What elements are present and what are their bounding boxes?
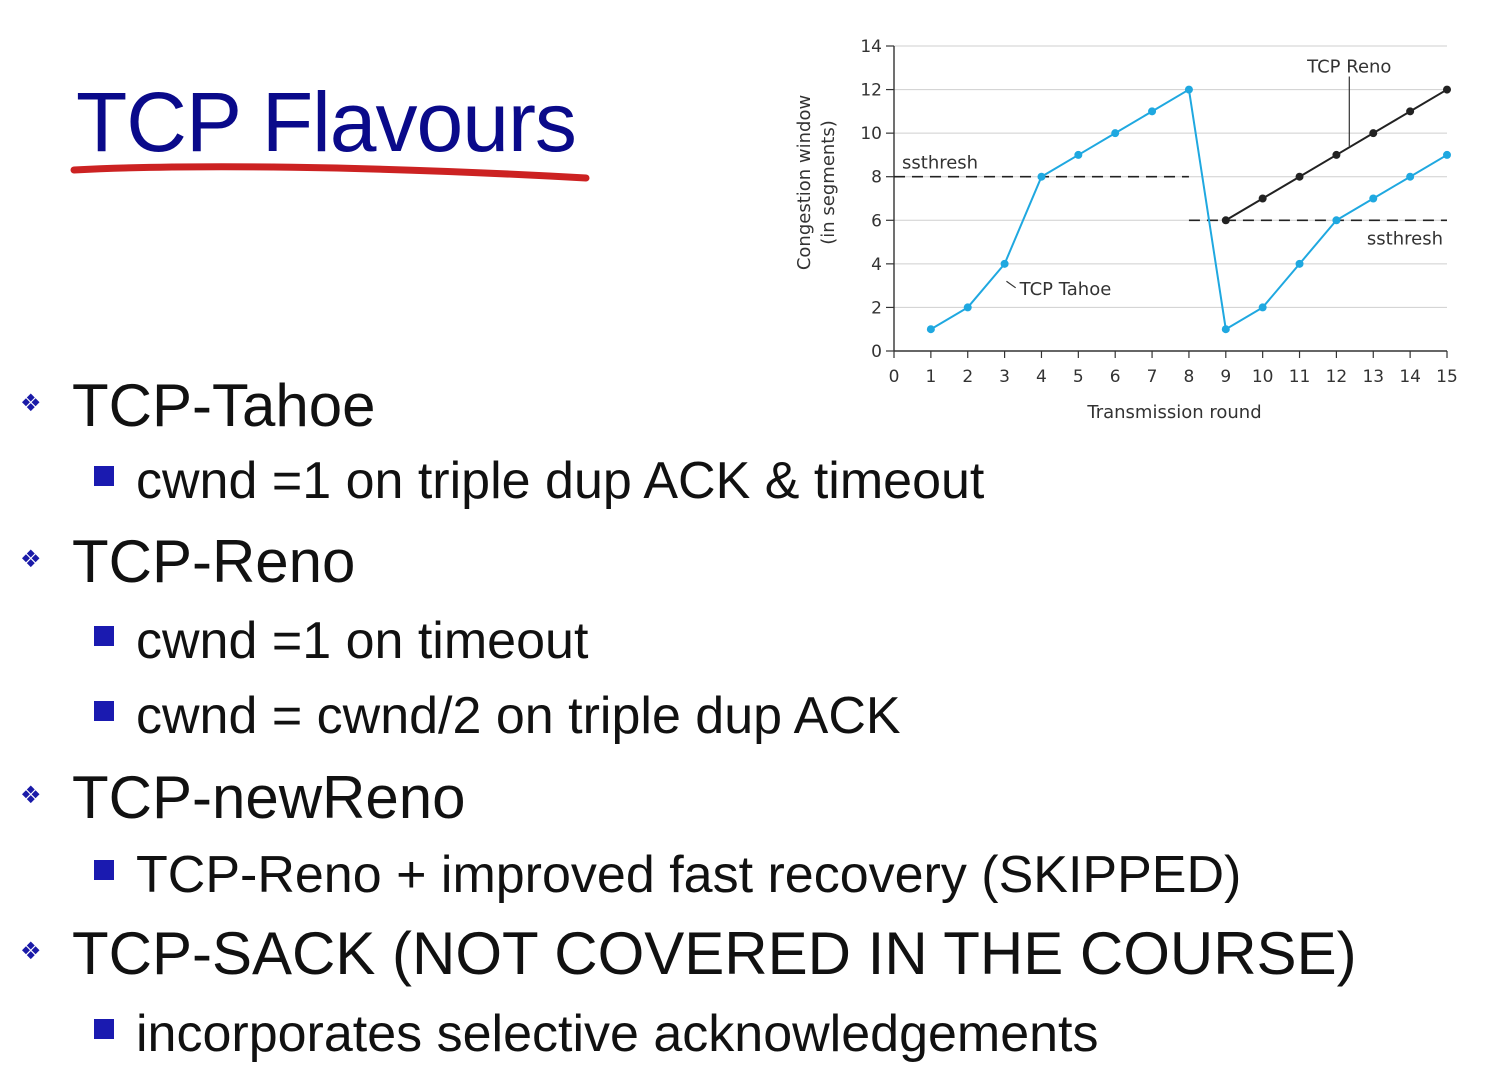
data-point: [1296, 260, 1304, 268]
bullet-tcp-newreno: [20, 764, 466, 831]
bullet-tcp-reno: [20, 528, 356, 595]
x-axis-title: Transmission round: [1087, 402, 1262, 423]
diamond-bullet-icon: ❖: [20, 938, 42, 966]
x-tick-label: 14: [1399, 367, 1421, 387]
bullet-label: TCP-SACK (NOT COVERED IN THE COURSE): [72, 920, 1357, 987]
ssthresh-label: ssthresh: [1366, 228, 1443, 250]
x-tick-label: 12: [1325, 367, 1348, 387]
series-label-tcp-tahoe: TCP Tahoe: [1019, 278, 1112, 300]
bullet-label: TCP-Reno: [72, 528, 356, 595]
sub-bullet: [94, 612, 589, 670]
x-tick-label: 2: [962, 367, 974, 387]
y-tick-label: 6: [871, 211, 882, 232]
x-tick-label: 6: [1109, 367, 1121, 387]
x-tick-label: 3: [999, 367, 1011, 387]
x-tick-label: 11: [1288, 367, 1311, 387]
bullet-tcp-sack: [20, 920, 1357, 987]
data-point: [1001, 260, 1009, 268]
diamond-bullet-icon: ❖: [20, 546, 42, 574]
data-point: [1222, 216, 1230, 224]
data-point: [964, 303, 972, 311]
x-tick-label: 15: [1436, 367, 1458, 387]
x-tick-label: 5: [1072, 367, 1084, 387]
diamond-bullet-icon: ❖: [20, 390, 42, 418]
bullet-label: TCP-newReno: [72, 764, 466, 831]
sub-bullet-text: cwnd =1 on triple dup ACK & timeout: [136, 452, 985, 510]
y-axis-title: Congestion window: [794, 94, 815, 271]
x-tick-label: 7: [1146, 367, 1158, 387]
series-label-tcp-reno: TCP Reno: [1307, 56, 1392, 78]
y-tick-label: 8: [871, 167, 882, 188]
bullet-label: TCP-Tahoe: [72, 372, 376, 439]
data-point: [1148, 107, 1156, 115]
data-point: [1369, 129, 1377, 137]
sub-bullet-text: cwnd = cwnd/2 on triple dup ACK: [136, 687, 901, 745]
x-tick-label: 1: [925, 367, 937, 387]
sub-bullet: [94, 687, 901, 745]
sub-bullet: [94, 452, 985, 510]
x-tick-label: 13: [1362, 367, 1385, 387]
sub-bullet: [94, 846, 1242, 904]
square-bullet-icon: [94, 860, 114, 880]
x-tick-label: 10: [1251, 367, 1274, 387]
sub-bullet-text: incorporates selective acknowledgements: [136, 1005, 1099, 1063]
ssthresh-label: ssthresh: [902, 152, 979, 174]
y-tick-label: 14: [860, 37, 882, 57]
data-point: [1222, 325, 1230, 333]
diamond-bullet-icon: ❖: [20, 782, 42, 810]
title-underline: [70, 160, 592, 188]
data-point: [1369, 195, 1377, 203]
data-point: [1443, 86, 1451, 94]
x-tick-label: 8: [1183, 367, 1195, 387]
tahoe-leader-line: [1006, 281, 1015, 288]
congestion-window-chart: [780, 20, 1480, 430]
slide-title: TCP Flavours: [76, 75, 576, 169]
sub-bullet-text: cwnd =1 on timeout: [136, 612, 589, 670]
data-point: [1406, 107, 1414, 115]
data-point: [1443, 151, 1451, 159]
data-point: [1185, 86, 1193, 94]
series-line-tcp-tahoe: [931, 90, 1447, 330]
y-tick-label: 10: [860, 124, 882, 145]
data-point: [1332, 216, 1340, 224]
data-point: [1259, 195, 1267, 203]
y-tick-label: 0: [871, 342, 882, 362]
data-point: [1406, 173, 1414, 181]
data-point: [1037, 173, 1045, 181]
y-tick-label: 12: [860, 80, 882, 101]
data-point: [1259, 303, 1267, 311]
square-bullet-icon: [94, 466, 114, 486]
x-tick-label: 9: [1220, 367, 1232, 387]
y-tick-label: 2: [871, 298, 882, 319]
data-point: [927, 325, 935, 333]
bullet-tcp-tahoe: [20, 372, 376, 439]
square-bullet-icon: [94, 626, 114, 646]
x-tick-label: 0: [888, 367, 900, 387]
data-point: [1296, 173, 1304, 181]
data-point: [1074, 151, 1082, 159]
x-tick-label: 4: [1036, 367, 1047, 387]
sub-bullet-text: TCP-Reno + improved fast recovery (SKIPPED): [136, 846, 1242, 904]
square-bullet-icon: [94, 701, 114, 721]
data-point: [1111, 129, 1119, 137]
square-bullet-icon: [94, 1019, 114, 1039]
sub-bullet: [94, 1005, 1099, 1063]
data-point: [1332, 151, 1340, 159]
y-tick-label: 4: [871, 254, 882, 275]
y-axis-subtitle: (in segments): [818, 120, 839, 245]
